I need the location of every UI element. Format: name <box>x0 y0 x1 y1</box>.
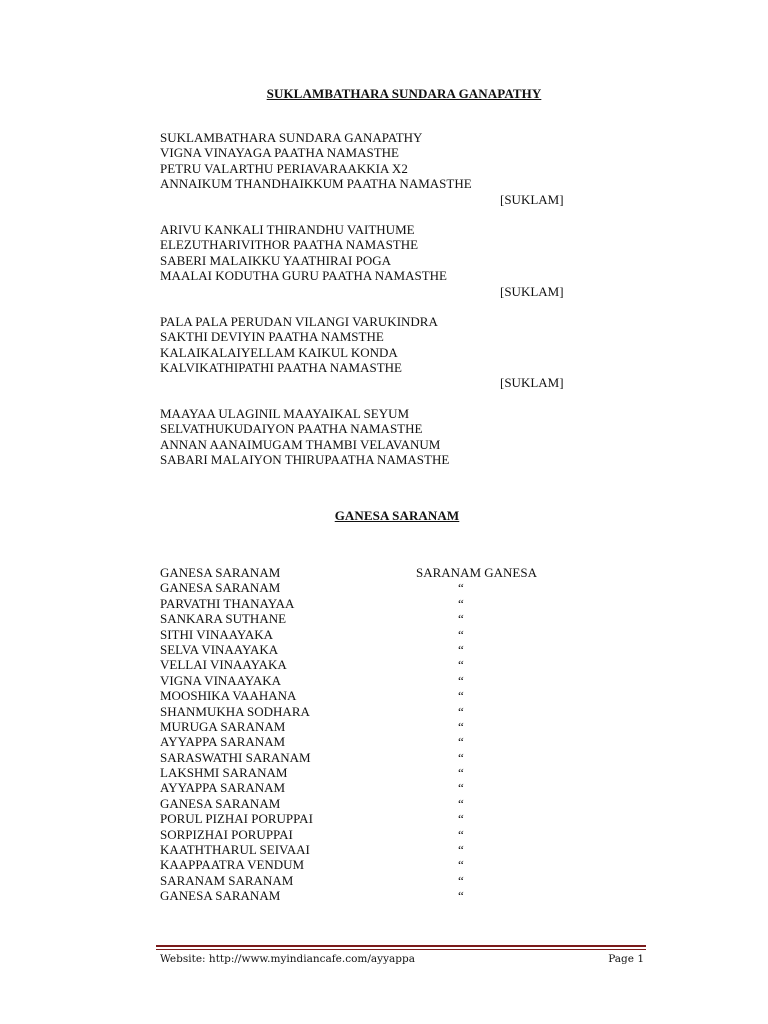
chant-response: SARANAM GANESA <box>416 565 537 580</box>
ditto-mark: “ <box>458 795 464 811</box>
refrain-marker: [SUKLAM] <box>500 191 564 207</box>
refrain-marker: [SUKLAM] <box>500 375 564 391</box>
chant-row <box>160 857 580 872</box>
chant-row <box>160 657 580 672</box>
chant-row <box>160 780 580 795</box>
chant-call: GANESA SARANAM <box>160 580 281 596</box>
verse-line: VIGNA VINAYAGA PAATHA NAMASTHE <box>160 145 399 161</box>
chant-call: SANKARA SUTHANE <box>160 611 287 627</box>
chant-row <box>160 565 580 580</box>
stanza-2 <box>160 222 580 299</box>
ditto-mark: “ <box>458 595 464 611</box>
chant-row <box>160 888 580 903</box>
chant-row <box>160 750 580 765</box>
verse-line: ANNAIKUM THANDHAIKKUM PAATHA NAMASTHE <box>160 176 472 192</box>
chant-row <box>160 596 580 611</box>
page-footer <box>160 953 644 965</box>
verses <box>160 130 580 467</box>
verse-line: ANNAN AANAIMUGAM THAMBI VELAVANUM <box>160 436 441 452</box>
chant-row <box>160 627 580 642</box>
chant-call: GANESA SARANAM <box>160 888 281 904</box>
verse-line: ELEZUTHARIVITHOR PAATHA NAMASTHE <box>160 237 419 253</box>
chant-title: GANESA SARANAM <box>334 508 460 523</box>
chant-call: AYYAPPA SARANAM <box>160 780 286 796</box>
ditto-mark: “ <box>458 657 464 673</box>
chant-call: SARASWATHI SARANAM <box>160 749 311 765</box>
chant-call: GANESA SARANAM <box>160 565 281 580</box>
verse-line: PETRU VALARTHU PERIAVARAAKKIA X2 <box>160 160 408 176</box>
chant-row <box>160 673 580 688</box>
ditto-mark: “ <box>458 888 464 904</box>
song-title: SUKLAMBATHARA SUNDARA GANAPATHY <box>266 86 542 101</box>
ditto-mark: “ <box>458 749 464 765</box>
verse-line: MAAYAA ULAGINIL MAAYAIKAL SEYUM <box>160 405 410 421</box>
ditto-mark: “ <box>458 780 464 796</box>
chant-row <box>160 688 580 703</box>
ditto-mark: “ <box>458 857 464 873</box>
verse-line: MAALAI KODUTHA GURU PAATHA NAMASTHE <box>160 268 447 284</box>
ditto-mark: “ <box>458 734 464 750</box>
chant-call: MOOSHIKA VAAHANA <box>160 688 297 704</box>
ditto-mark: “ <box>458 842 464 858</box>
chant-row <box>160 704 580 719</box>
verse-line: SABERI MALAIKKU YAATHIRAI POGA <box>160 252 391 268</box>
chant-call: SITHI VINAAYAKA <box>160 626 274 642</box>
ditto-mark: “ <box>458 672 464 688</box>
ditto-mark: “ <box>458 703 464 719</box>
verse-line: KALAIKALAIYELLAM KAIKUL KONDA <box>160 344 398 360</box>
chant-row <box>160 827 580 842</box>
ditto-mark: “ <box>458 611 464 627</box>
stanza-3 <box>160 314 580 391</box>
ditto-mark: “ <box>458 765 464 781</box>
chant-call: LAKSHMI SARANAM <box>160 765 288 781</box>
verse-line: SELVATHUKUDAIYON PAATHA NAMASTHE <box>160 421 423 437</box>
page-number: Page 1 <box>608 953 644 965</box>
verse-line: KALVIKATHIPATHI PAATHA NAMASTHE <box>160 360 402 376</box>
ditto-mark: “ <box>458 688 464 704</box>
chant-call: KAAPPAATRA VENDUM <box>160 857 305 873</box>
footer-rule-thin <box>156 949 646 950</box>
chant-call: PARVATHI THANAYAA <box>160 595 295 611</box>
ditto-mark: “ <box>458 811 464 827</box>
chant-call: SORPIZHAI PORUPPAI <box>160 826 293 842</box>
ditto-mark: “ <box>458 718 464 734</box>
chant-list <box>160 565 580 904</box>
stanza-4 <box>160 406 580 468</box>
chant-call: SARANAM SARANAM <box>160 872 294 888</box>
chant-row <box>160 796 580 811</box>
chant-call: SHANMUKHA SODHARA <box>160 703 310 719</box>
chant-row <box>160 580 580 595</box>
chant-call: AYYAPPA SARANAM <box>160 734 286 750</box>
ditto-mark: “ <box>458 626 464 642</box>
chant-row <box>160 811 580 826</box>
ditto-mark: “ <box>458 872 464 888</box>
chant-call: SELVA VINAAYAKA <box>160 641 279 657</box>
ditto-mark: “ <box>458 641 464 657</box>
verse-line: ARIVU KANKALI THIRANDHU VAITHUME <box>160 221 415 237</box>
chant-row <box>160 734 580 749</box>
footer-rule-thick <box>156 945 646 947</box>
verse-line: SABARI MALAIYON THIRUPAATHA NAMASTHE <box>160 452 450 468</box>
ditto-mark: “ <box>458 826 464 842</box>
chant-call: PORUL PIZHAI PORUPPAI <box>160 811 313 827</box>
chant-row <box>160 765 580 780</box>
chant-call: VELLAI VINAAYAKA <box>160 657 287 673</box>
stanza-1 <box>160 130 580 207</box>
refrain-marker: [SUKLAM] <box>500 283 564 299</box>
verse-line: SAKTHI DEVIYIN PAATHA NAMSTHE <box>160 329 384 345</box>
chant-row <box>160 873 580 888</box>
chant-row <box>160 719 580 734</box>
chant-call: MURUGA SARANAM <box>160 718 286 734</box>
chant-call: KAATHTHARUL SEIVAAI <box>160 842 310 858</box>
footer-website: Website: http://www.myindiancafe.com/ayyappa <box>160 953 415 965</box>
verse-line: SUKLAMBATHARA SUNDARA GANAPATHY <box>160 130 423 145</box>
verse-line: PALA PALA PERUDAN VILANGI VARUKINDRA <box>160 313 438 329</box>
chant-row <box>160 611 580 626</box>
chant-call: VIGNA VINAAYAKA <box>160 672 281 688</box>
chant-call: GANESA SARANAM <box>160 795 281 811</box>
chant-row <box>160 642 580 657</box>
ditto-mark: “ <box>458 580 464 596</box>
chant-row <box>160 842 580 857</box>
